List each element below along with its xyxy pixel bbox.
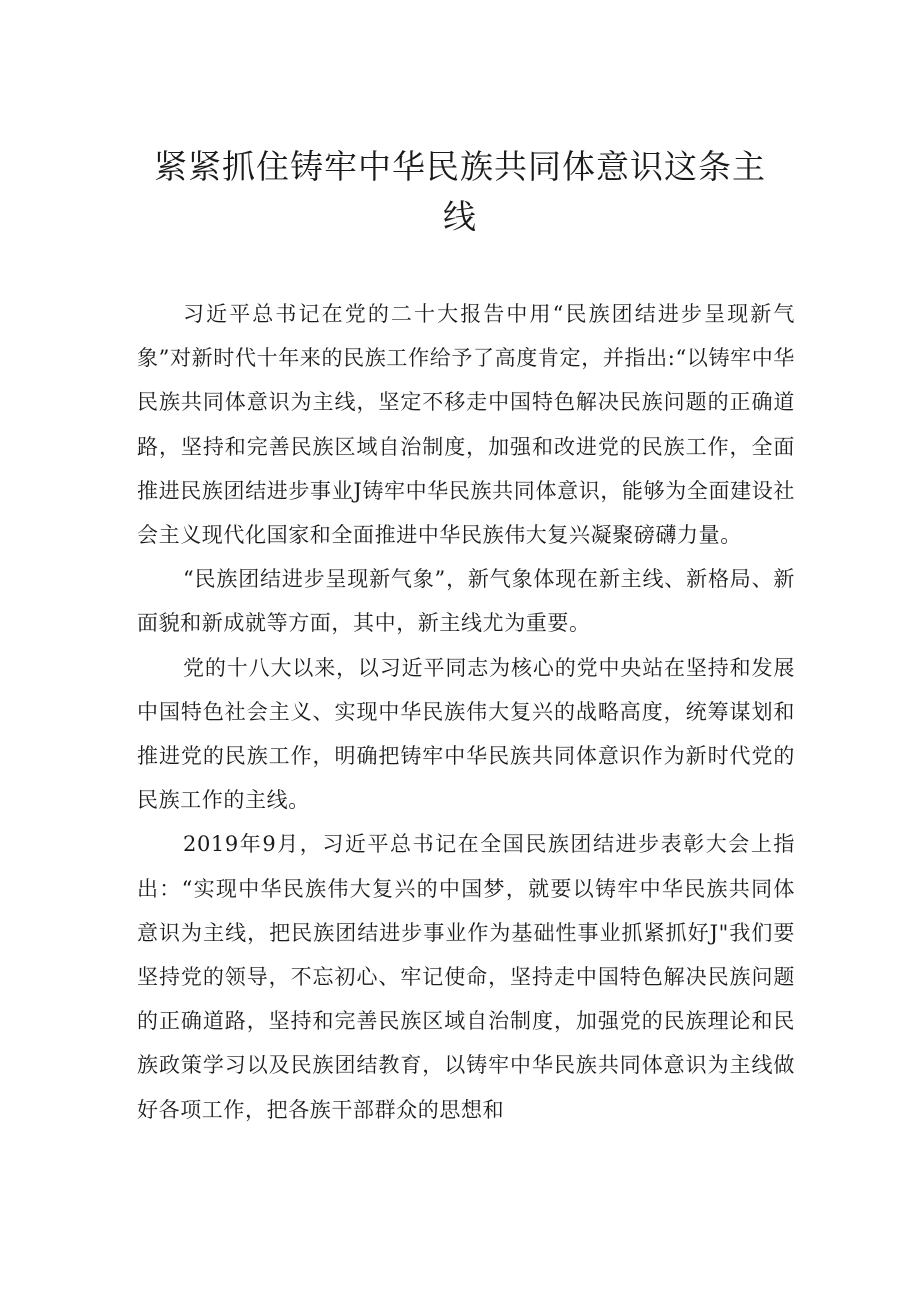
document-body <box>137 292 795 1132</box>
paragraph: “民族团结进步呈现新气象”，新气象体现在新主线、新格局、新面貌和新成就等方面，其中，新主线尤为重要。 <box>137 567 795 636</box>
paragraph: 2019年9月，习近平总书记在全国民族团结进步表彰大会上指出：“实现中华民族伟大复兴的中国梦，就要以铸牢中华民族共同体意识为主线，把民族团结进步事业作为基础性事业抓紧抓好J"我们要坚持党的领导，不忘初心、牢记使命，坚持走中国特色解决民族问题的正确道路，坚持和完善民族区域自治制度，加强党的民族理论和民族政策学习以及民族团结教育，以铸牢中华民族共同体意识为主线做好各项工作，把各族干部群众的思想和 <box>137 832 795 1122</box>
document-title: 紧紧抓住铸牢中华民族共同体意识这条主线 <box>154 147 766 236</box>
paragraph: 习近平总书记在党的二十大报告中用“民族团结进步呈现新气象”对新时代十年来的民族工作给予了高度肯定，并指出:“以铸牢中华民族共同体意识为主线，坚定不移走中国特色解决民族问题的正确道路，坚持和完善民族区域自治制度，加强和改进党的民族工作，全面推进民族团结进步事业J铸牢中华民族共同体意识，能够为全面建设社会主义现代化国家和全面推进中华民族伟大复兴凝聚磅礴力量。 <box>137 302 795 548</box>
paragraph: 党的十八大以来，以习近平同志为核心的党中央站在坚持和发展中国特色社会主义、实现中华民族伟大复兴的战略高度，统筹谋划和推进党的民族工作，明确把铸牢中华民族共同体意识作为新时代党的民族工作的主线。 <box>137 655 795 813</box>
